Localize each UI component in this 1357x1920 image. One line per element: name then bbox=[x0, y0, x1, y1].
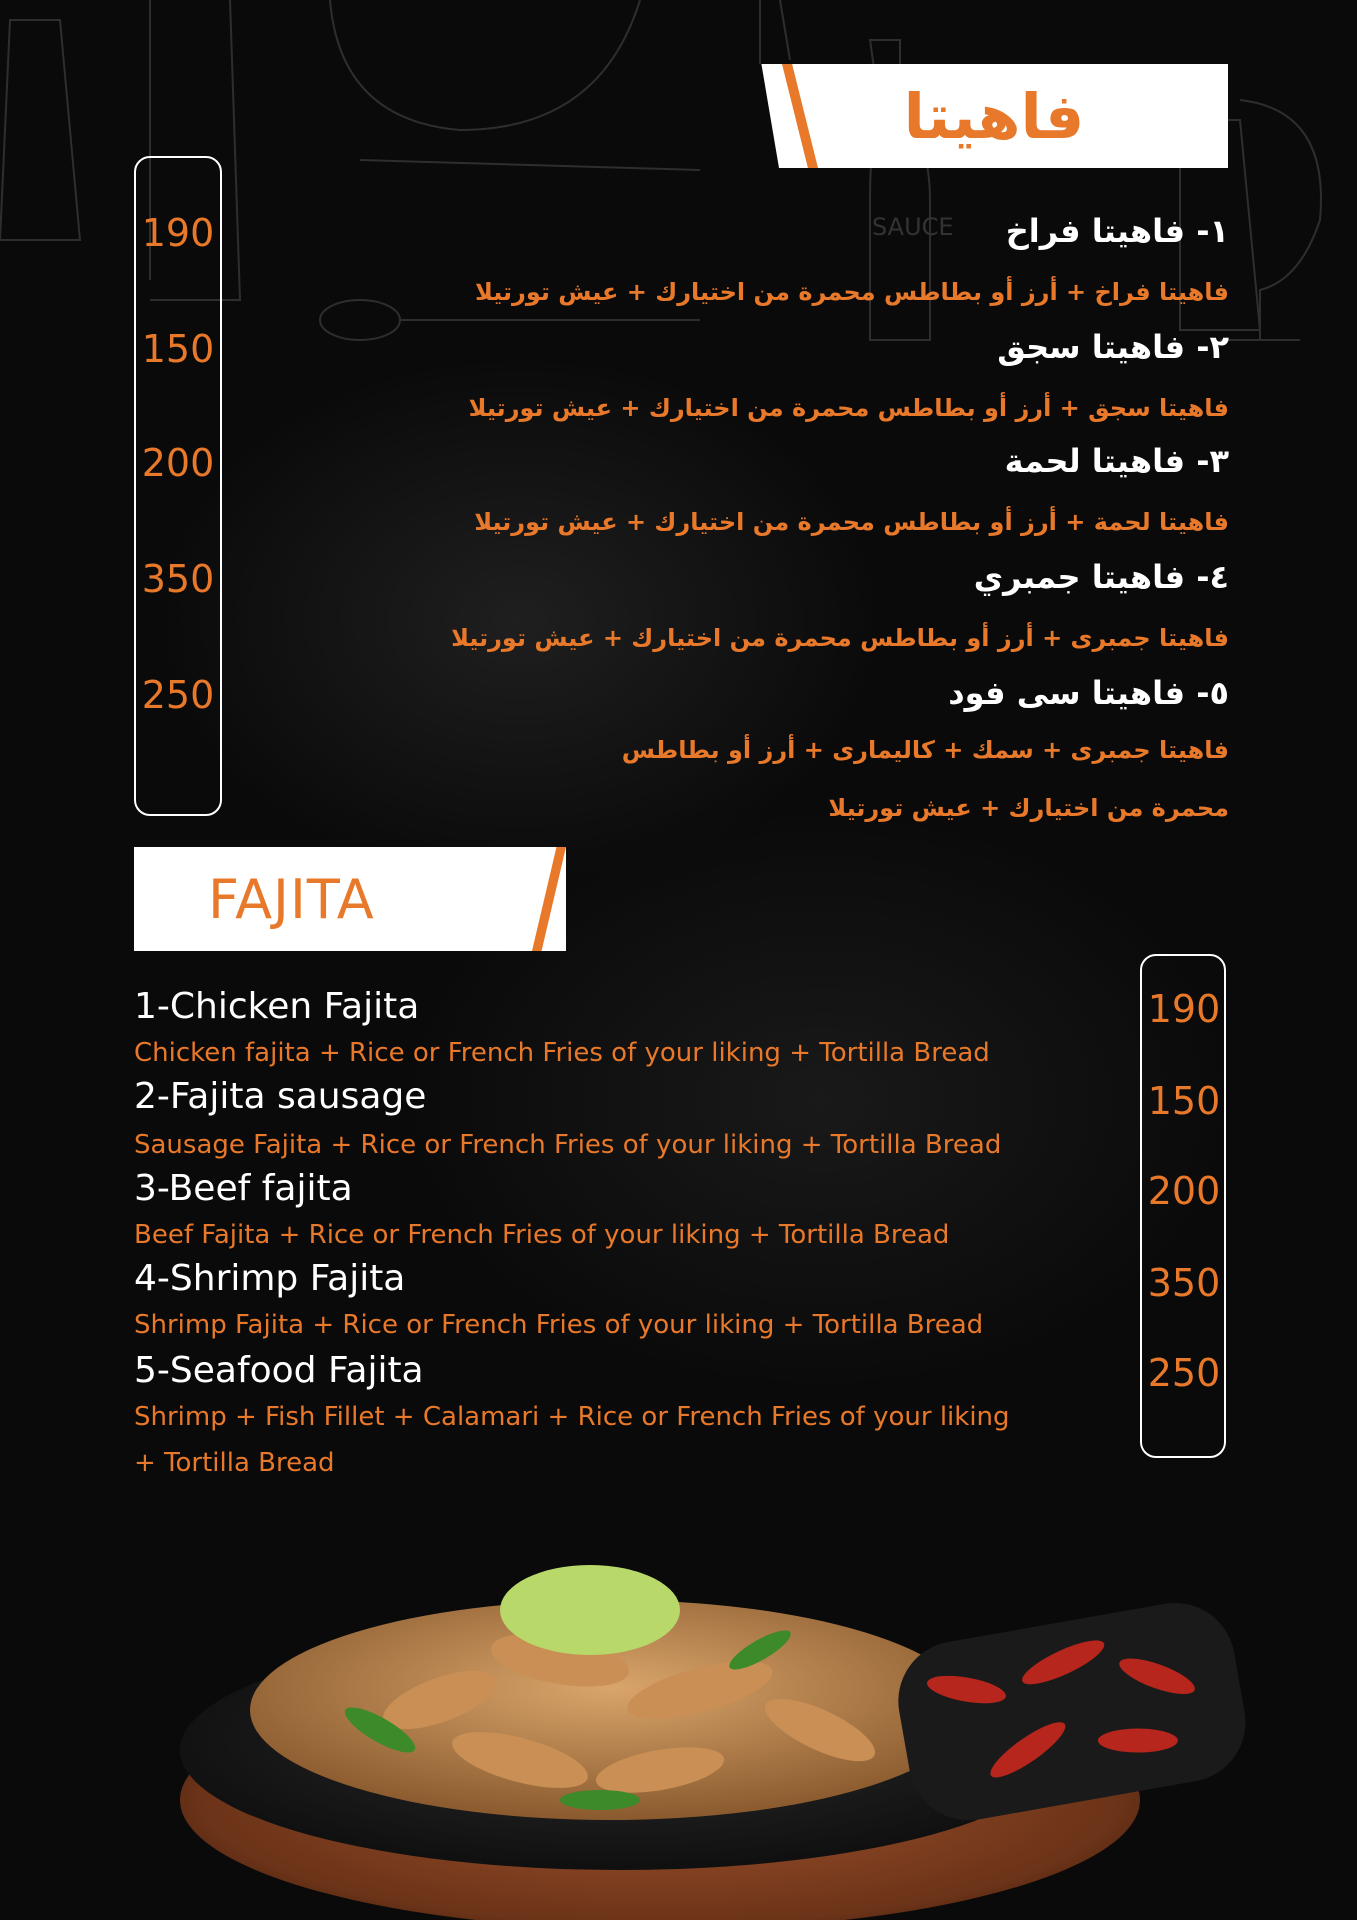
english-item-name-1: 1-Chicken Fajita bbox=[134, 986, 420, 1027]
english-section-header bbox=[134, 847, 566, 951]
arabic-price-column bbox=[134, 156, 222, 816]
english-item-desc-5a: Shrimp + Fish Fillet + Calamari + Rice or French Fries of your liking bbox=[134, 1402, 1010, 1432]
arabic-item-desc-2: فاهيتا سجق + أرز أو بطاطس محمرة من اختيارك + عيش تورتيلا bbox=[468, 394, 1229, 422]
arabic-item-name-1: ١- فاهيتا فراخ bbox=[1005, 212, 1229, 250]
price-ar-3: 200 bbox=[141, 441, 215, 485]
arabic-item-desc-3: فاهيتا لحمة + أرز أو بطاطس محمرة من اختيارك + عيش تورتيلا bbox=[474, 508, 1229, 536]
price-ar-1: 190 bbox=[141, 211, 215, 255]
english-item-name-2: 2-Fajita sausage bbox=[134, 1076, 427, 1117]
english-item-desc-3: Beef Fajita + Rice or French Fries of your liking + Tortilla Bread bbox=[134, 1220, 950, 1250]
arabic-section-title: فاهيتا bbox=[903, 79, 1085, 153]
price-en-4: 350 bbox=[1147, 1261, 1221, 1305]
price-ar-5: 250 bbox=[141, 673, 215, 717]
price-ar-2: 150 bbox=[141, 327, 215, 371]
sizzling-fajita-skillet-image bbox=[140, 1500, 1260, 1920]
english-item-desc-1: Chicken fajita + Rice or French Fries of your liking + Tortilla Bread bbox=[134, 1038, 990, 1068]
price-en-5: 250 bbox=[1147, 1351, 1221, 1395]
arabic-item-desc-5b: محمرة من اختيارك + عيش تورتيلا bbox=[828, 794, 1229, 822]
header-accent-stripe bbox=[532, 847, 566, 951]
svg-text:SAUCE: SAUCE bbox=[872, 213, 954, 241]
english-item-desc-4: Shrimp Fajita + Rice or French Fries of your liking + Tortilla Bread bbox=[134, 1310, 984, 1340]
price-ar-4: 350 bbox=[141, 557, 215, 601]
english-item-desc-5b: + Tortilla Bread bbox=[134, 1448, 335, 1478]
arabic-item-desc-1: فاهيتا فراخ + أرز أو بطاطس محمرة من اختيارك + عيش تورتيلا bbox=[475, 278, 1229, 306]
price-en-3: 200 bbox=[1147, 1169, 1221, 1213]
arabic-item-name-5: ٥- فاهيتا سى فود bbox=[948, 674, 1229, 712]
arabic-section-header bbox=[760, 64, 1228, 168]
price-en-2: 150 bbox=[1147, 1079, 1221, 1123]
header-cut-shape bbox=[759, 64, 779, 168]
english-section-title: FAJITA bbox=[208, 867, 375, 931]
arabic-item-desc-5a: فاهيتا جمبرى + سمك + كاليمارى + أرز أو بطاطس bbox=[621, 736, 1229, 764]
arabic-item-desc-4: فاهيتا جمبرى + أرز أو بطاطس محمرة من اختيارك + عيش تورتيلا bbox=[451, 624, 1229, 652]
arabic-item-name-4: ٤- فاهيتا جمبري bbox=[973, 558, 1229, 596]
english-item-name-5: 5-Seafood Fajita bbox=[134, 1350, 424, 1391]
arabic-item-name-2: ٢- فاهيتا سجق bbox=[997, 328, 1229, 366]
price-en-1: 190 bbox=[1147, 987, 1221, 1031]
arabic-item-name-3: ٣- فاهيتا لحمة bbox=[1004, 442, 1229, 480]
english-item-desc-2: Sausage Fajita + Rice or French Fries of your liking + Tortilla Bread bbox=[134, 1130, 1002, 1160]
english-item-name-4: 4-Shrimp Fajita bbox=[134, 1258, 406, 1299]
header-accent-stripe bbox=[782, 64, 818, 168]
english-item-name-3: 3-Beef fajita bbox=[134, 1168, 353, 1209]
